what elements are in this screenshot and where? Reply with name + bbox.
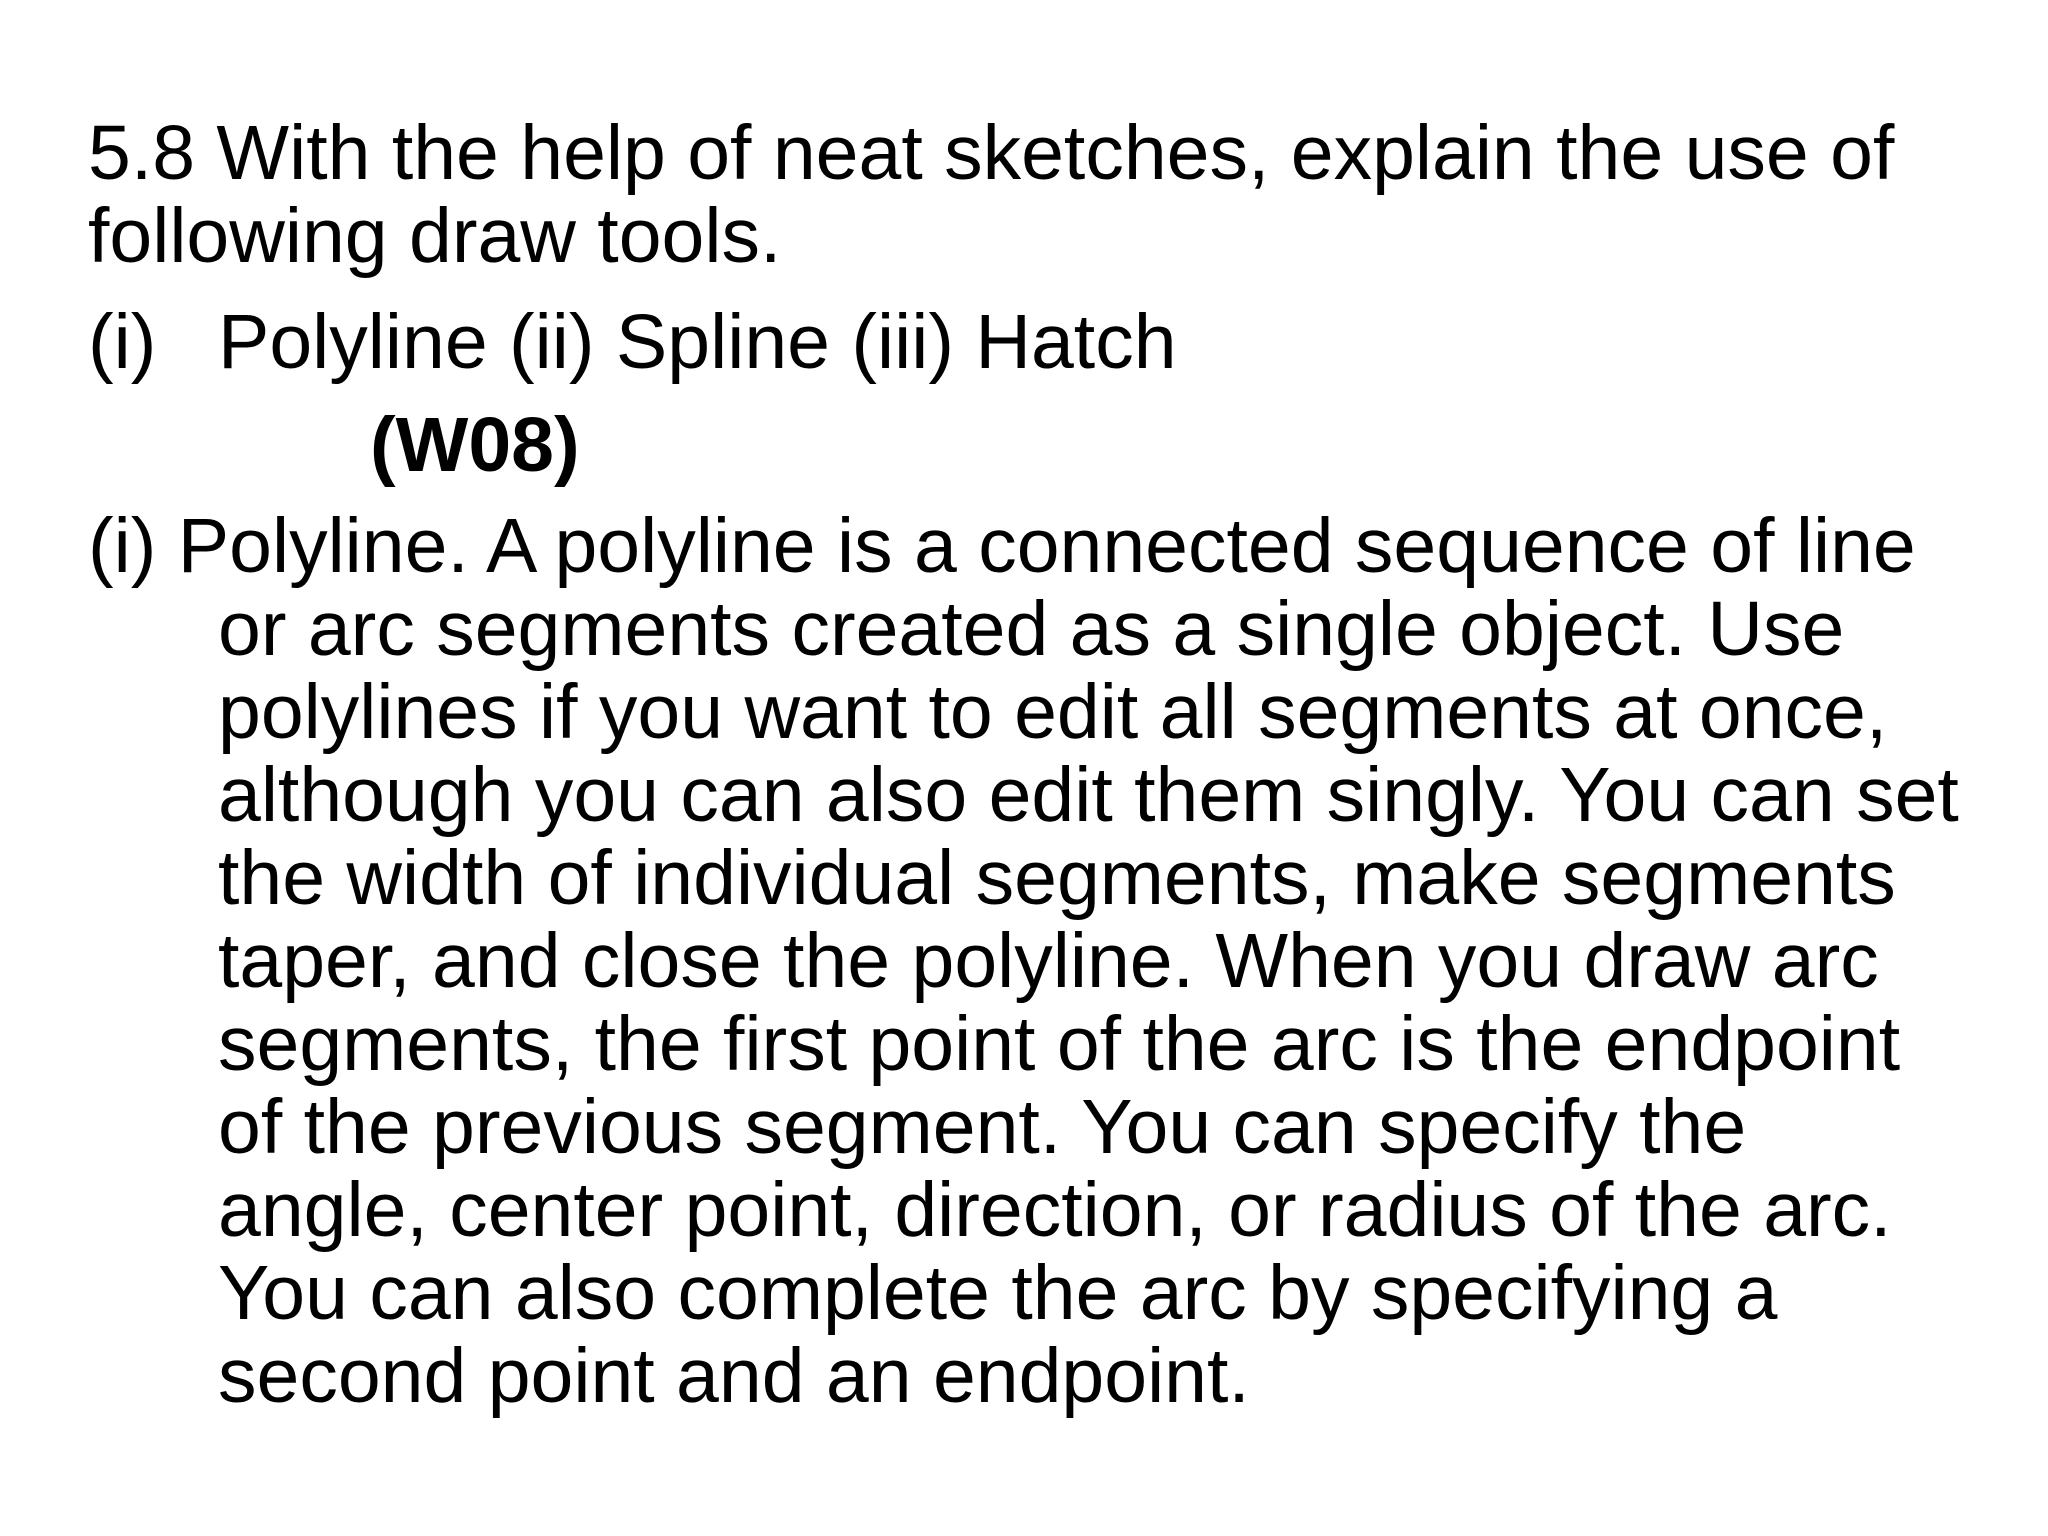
exam-code: (W08) xyxy=(370,402,580,488)
answer-line: the width of individual segments, make segments xyxy=(218,835,1896,921)
answer-line: or arc segments created as a single object. Use xyxy=(218,586,1845,672)
answer-line: of the previous segment. You can specify the xyxy=(218,1084,1747,1170)
answer-line: second point and an endpoint. xyxy=(218,1333,1250,1419)
question-line-2: following draw tools. xyxy=(88,193,782,279)
answer-line: You can also complete the arc by specifying a xyxy=(218,1250,1778,1336)
answer-line: although you can also edit them singly. You can set xyxy=(218,752,1959,838)
answer-line: segments, the first point of the arc is the endpoint xyxy=(218,1001,1901,1087)
option-list: Polyline (ii) Spline (iii) Hatch xyxy=(218,299,1177,385)
answer-line: polylines if you want to edit all segments at once, xyxy=(218,669,1888,755)
answer-line: taper, and close the polyline. When you draw arc xyxy=(218,918,1879,1004)
question-line-1: 5.8 With the help of neat sketches, explain the use of xyxy=(88,110,1895,196)
option-number: (i) xyxy=(88,299,157,385)
answer-first-line: (i) Polyline. A polyline is a connected sequence of line xyxy=(88,503,1916,589)
answer-line: angle, center point, direction, or radius of the arc. xyxy=(218,1167,1892,1253)
